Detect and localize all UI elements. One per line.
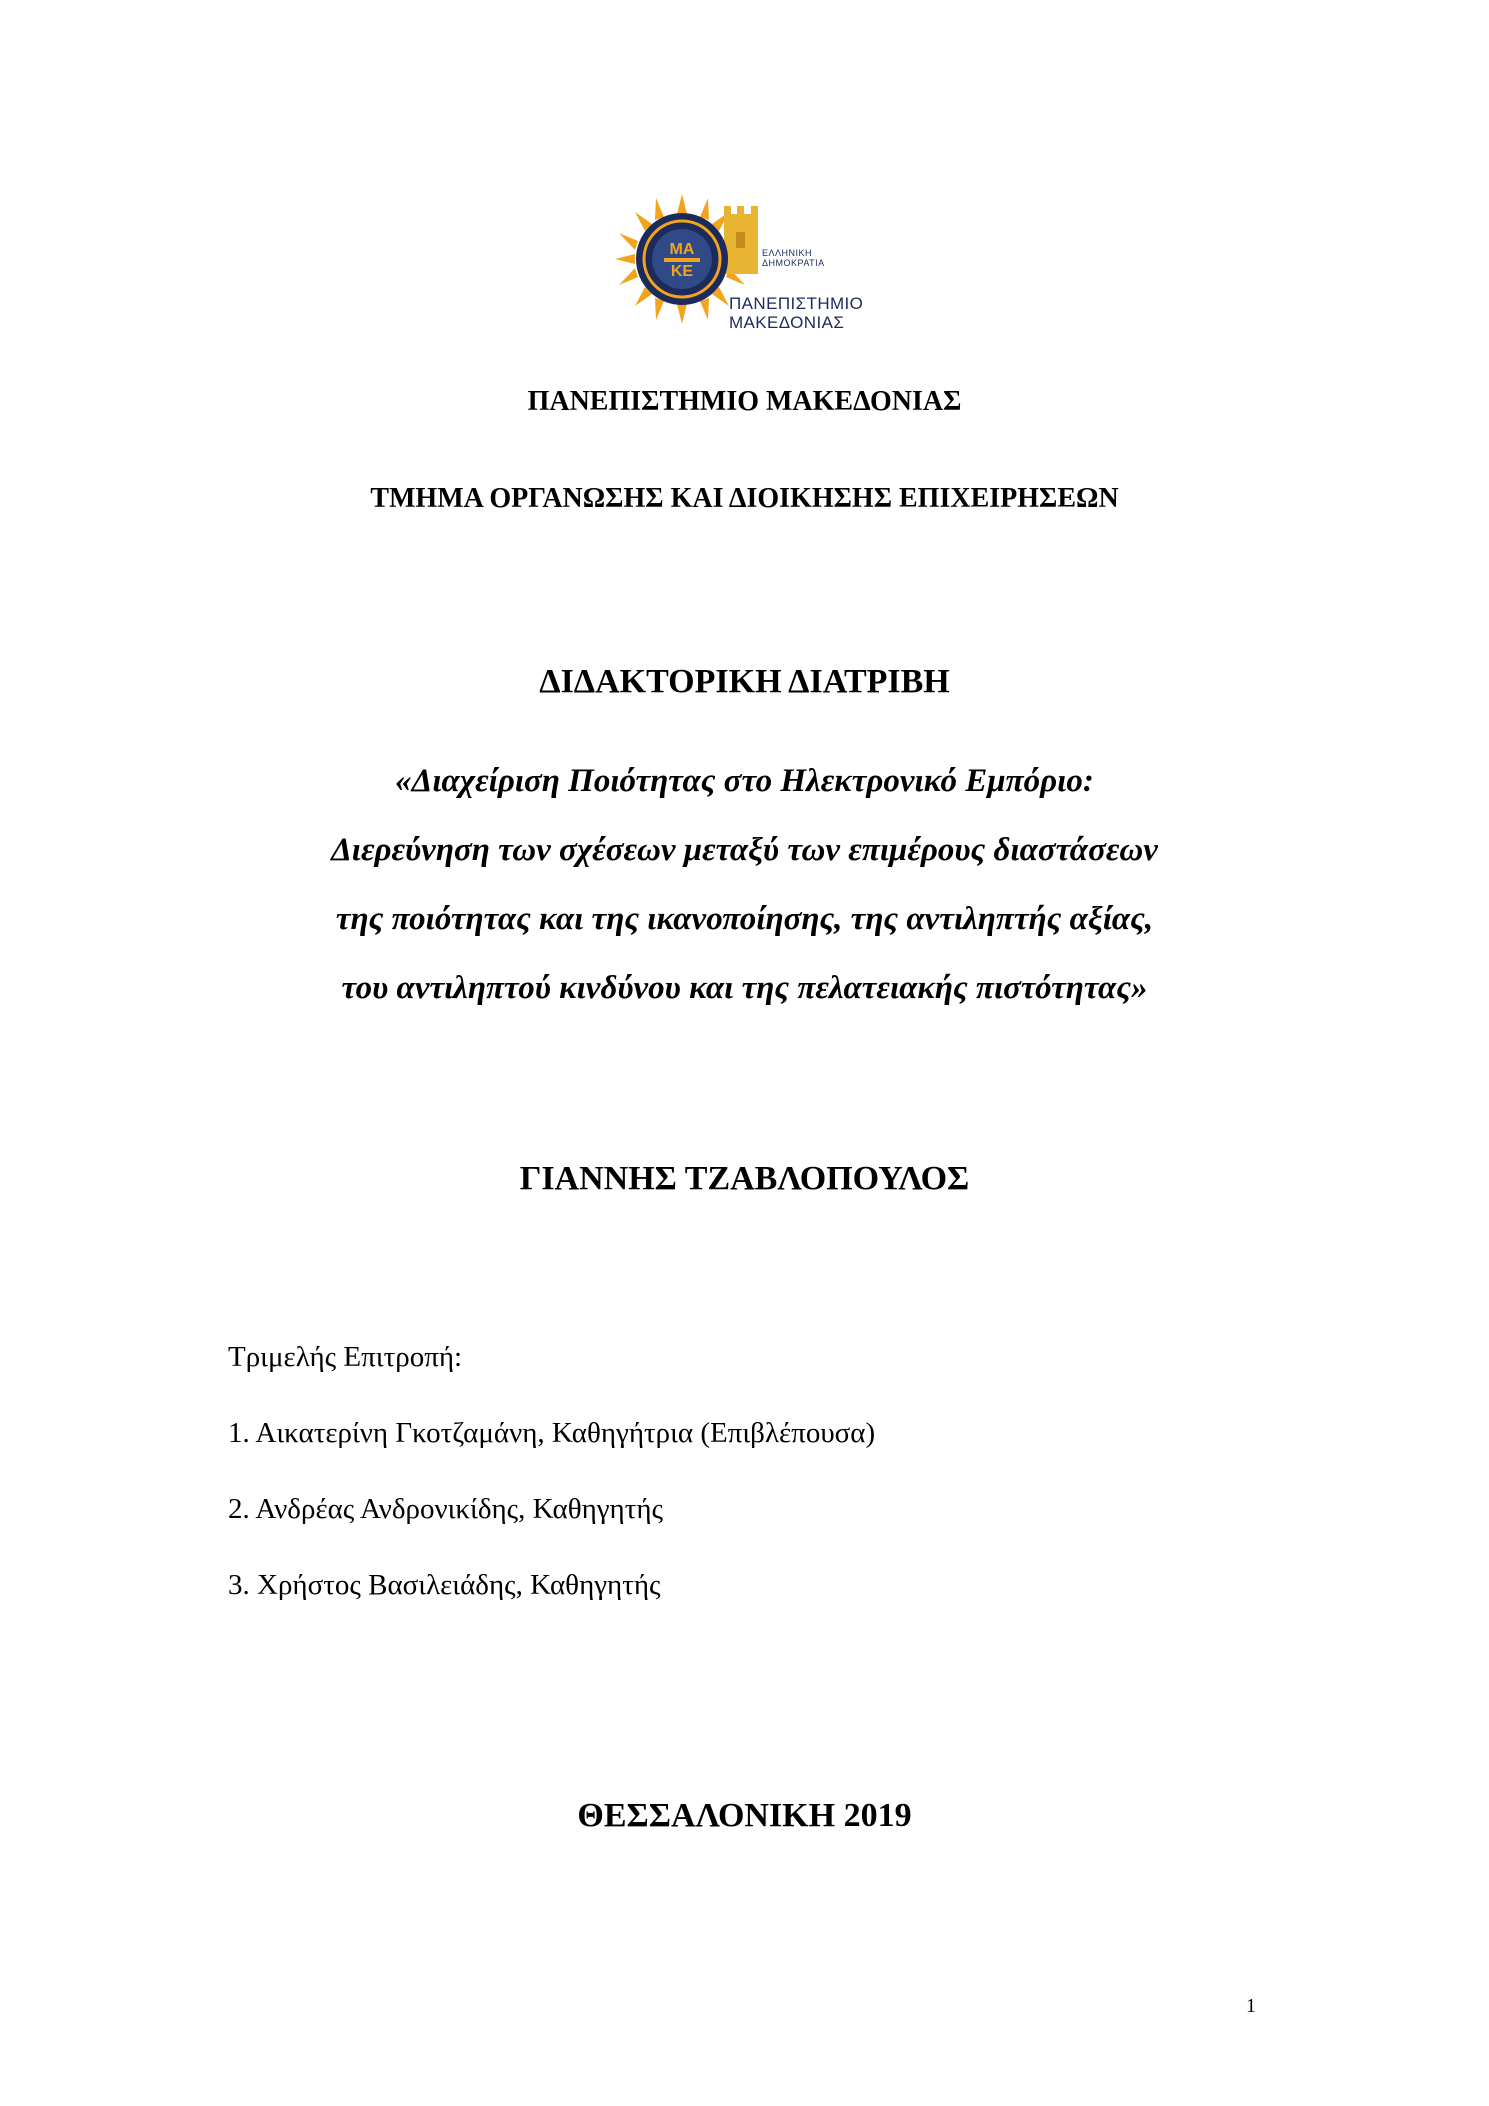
university-logo	[612, 192, 864, 340]
committee-member: 2. Ανδρέας Ανδρονικίδης, Καθηγητής	[228, 1493, 664, 1525]
logo-university-line-2: ΜΑΚΕΔΟΝΙΑΣ	[729, 313, 845, 332]
committee-section	[228, 1341, 875, 1645]
committee-member: 1. Αικατερίνη Γκοτζαμάνη, Καθηγήτρια (Επιβλέπουσα)	[228, 1417, 876, 1449]
thesis-title-line: της ποιότητας και της ικανοποίησης, της αντιληπτής αξίας,	[335, 901, 1154, 937]
author-name: ΓΙΑΝΝΗΣ ΤΖΑΒΛΟΠΟΥΛΟΣ	[519, 1160, 970, 1197]
emblem-letters-bottom: ΚΕ	[670, 263, 694, 280]
place-and-year: ΘΕΣΣΑΛΟΝΙΚΗ 2019	[577, 1797, 912, 1834]
hellenic-republic-line-2: ΔΗΜΟΚΡΑΤΙΑ	[762, 258, 825, 268]
hellenic-republic-line-1: ΕΛΛΗΝΙΚΗ	[762, 248, 813, 258]
logo-university-name	[729, 294, 864, 332]
thesis-title-line: του αντιληπτού κινδύνου και της πελατειακής πιστότητας»	[341, 970, 1148, 1006]
hellenic-republic-label	[762, 248, 825, 268]
committee-member: 3. Χρήστος Βασιλειάδης, Καθηγητής	[228, 1569, 661, 1601]
thesis-title	[0, 764, 1489, 1040]
page-number: 1	[1246, 1995, 1256, 2017]
document-type: ΔΙΔΑΚΤΟΡΙΚΗ ΔΙΑΤΡΙΒΗ	[539, 663, 950, 700]
committee-heading: Τριμελής Επιτροπή:	[228, 1341, 463, 1373]
thesis-title-line: Διερεύνηση των σχέσεων μεταξύ των επιμέρους διαστάσεων	[331, 832, 1158, 868]
thesis-title-line: «Διαχείριση Ποιότητας στο Ηλεκτρονικό Εμπόριο:	[395, 763, 1094, 799]
emblem-letters-top: ΜΑ	[669, 241, 695, 258]
university-heading: ΠΑΝΕΠΙΣΤΗΜΙΟ ΜΑΚΕΔΟΝΙΑΣ	[527, 386, 962, 417]
logo-university-line-1: ΠΑΝΕΠΙΣΤΗΜΙΟ	[729, 294, 864, 313]
department-heading: ΤΜΗΜΑ ΟΡΓΑΝΩΣΗΣ ΚΑΙ ΔΙΟΙΚΗΣΗΣ ΕΠΙΧΕΙΡΗΣΕΩΝ	[370, 483, 1119, 514]
